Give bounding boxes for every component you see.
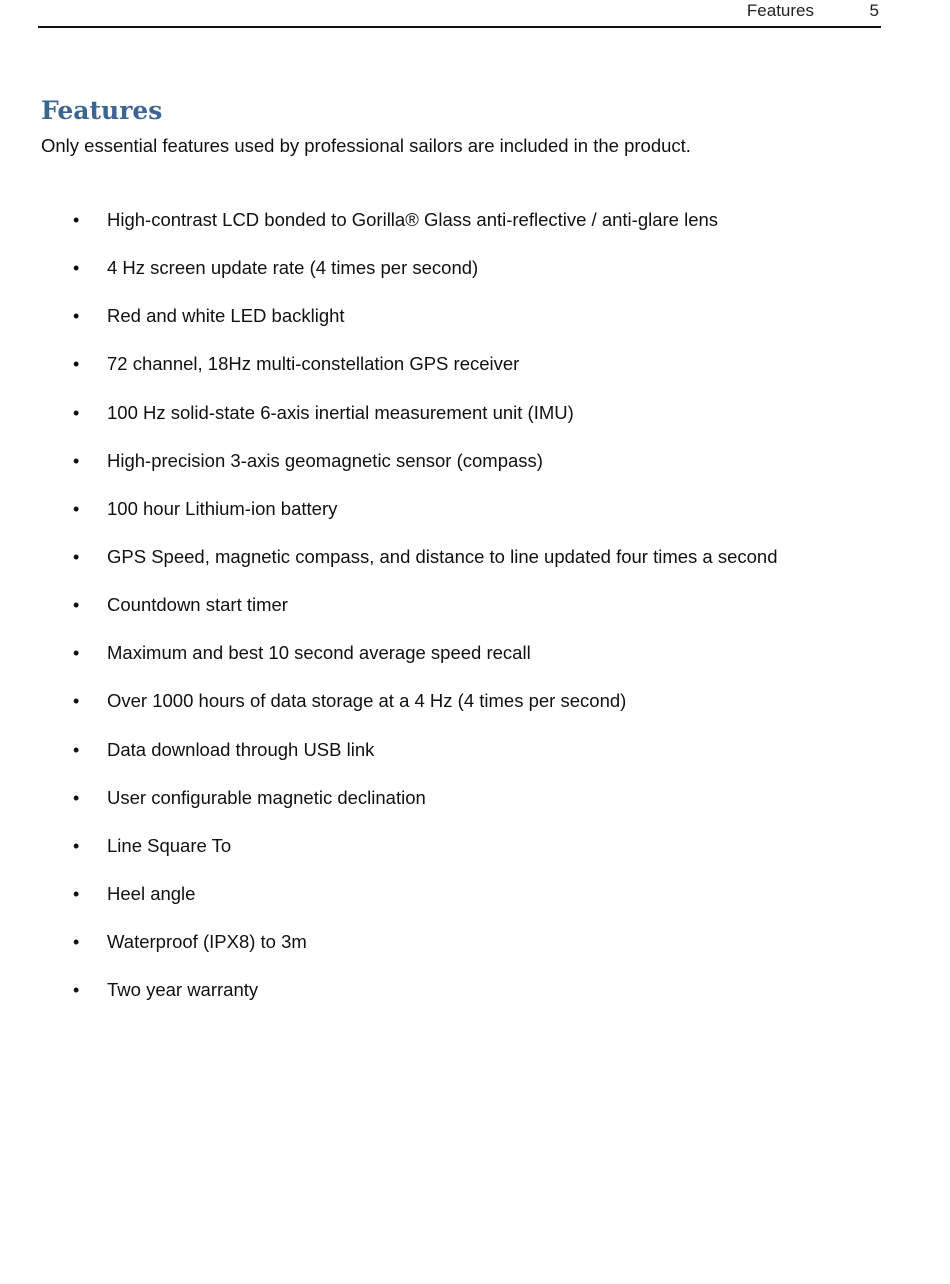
feature-list (0, 206, 900, 1024)
bullet-icon: • (73, 546, 80, 567)
feature-item (0, 687, 900, 735)
page-title: Features (41, 96, 163, 125)
bullet-icon: • (73, 450, 80, 471)
feature-item (0, 495, 900, 543)
bullet-icon: • (73, 498, 80, 519)
feature-text: User configurable magnetic declination (107, 786, 426, 808)
bullet-icon: • (73, 595, 80, 616)
feature-item (0, 784, 900, 832)
bullet-icon: • (73, 691, 80, 712)
feature-item (0, 976, 900, 1024)
intro-paragraph: Only essential features used by professional sailors are included in the product. (41, 135, 691, 156)
feature-text: Two year warranty (107, 979, 259, 1001)
feature-item (0, 880, 900, 928)
feature-item (0, 832, 900, 880)
feature-text: Over 1000 hours of data storage at a 4 Hz (4 times per second) (107, 690, 627, 712)
feature-item (0, 447, 900, 495)
header-page-number: 5 (869, 1, 879, 20)
feature-text: 100 Hz solid-state 6-axis inertial measurement unit (IMU) (107, 401, 574, 423)
feature-text: Data download through USB link (107, 738, 375, 760)
bullet-icon: • (73, 643, 80, 664)
page-header (38, 0, 881, 28)
bullet-icon: • (73, 354, 80, 375)
feature-item (0, 302, 900, 350)
feature-item (0, 736, 900, 784)
feature-item (0, 399, 900, 447)
feature-item (0, 591, 900, 639)
feature-text: 4 Hz screen update rate (4 times per second) (107, 257, 479, 279)
feature-item (0, 206, 900, 254)
feature-text: High-precision 3-axis geomagnetic sensor (compass) (107, 449, 543, 471)
header-section-title: Features (746, 1, 814, 20)
feature-text: Red and white LED backlight (107, 305, 345, 327)
feature-text: Heel angle (107, 882, 196, 904)
feature-item (0, 350, 900, 398)
feature-item (0, 543, 900, 591)
bullet-icon: • (73, 932, 80, 953)
bullet-icon: • (73, 739, 80, 760)
feature-text: Line Square To (107, 834, 232, 856)
feature-item (0, 254, 900, 302)
feature-text: GPS Speed, magnetic compass, and distance to line updated four times a second (107, 545, 778, 567)
feature-item (0, 928, 900, 976)
bullet-icon: • (73, 258, 80, 279)
bullet-icon: • (73, 883, 80, 904)
bullet-icon: • (73, 210, 80, 230)
bullet-icon: • (73, 835, 80, 856)
feature-text: Maximum and best 10 second average speed recall (107, 642, 531, 664)
bullet-icon: • (73, 980, 80, 1001)
feature-text: 72 channel, 18Hz multi-constellation GPS receiver (107, 353, 520, 375)
bullet-icon: • (73, 306, 80, 327)
feature-text: Waterproof (IPX8) to 3m (107, 931, 307, 953)
feature-text: 100 hour Lithium-ion battery (107, 497, 338, 519)
bullet-icon: • (73, 787, 80, 808)
feature-text: Countdown start timer (107, 594, 288, 616)
bullet-icon: • (73, 402, 80, 423)
feature-item (0, 639, 900, 687)
feature-text: High-contrast LCD bonded to Gorilla® Glass anti-reflective / anti-glare lens (107, 209, 719, 230)
